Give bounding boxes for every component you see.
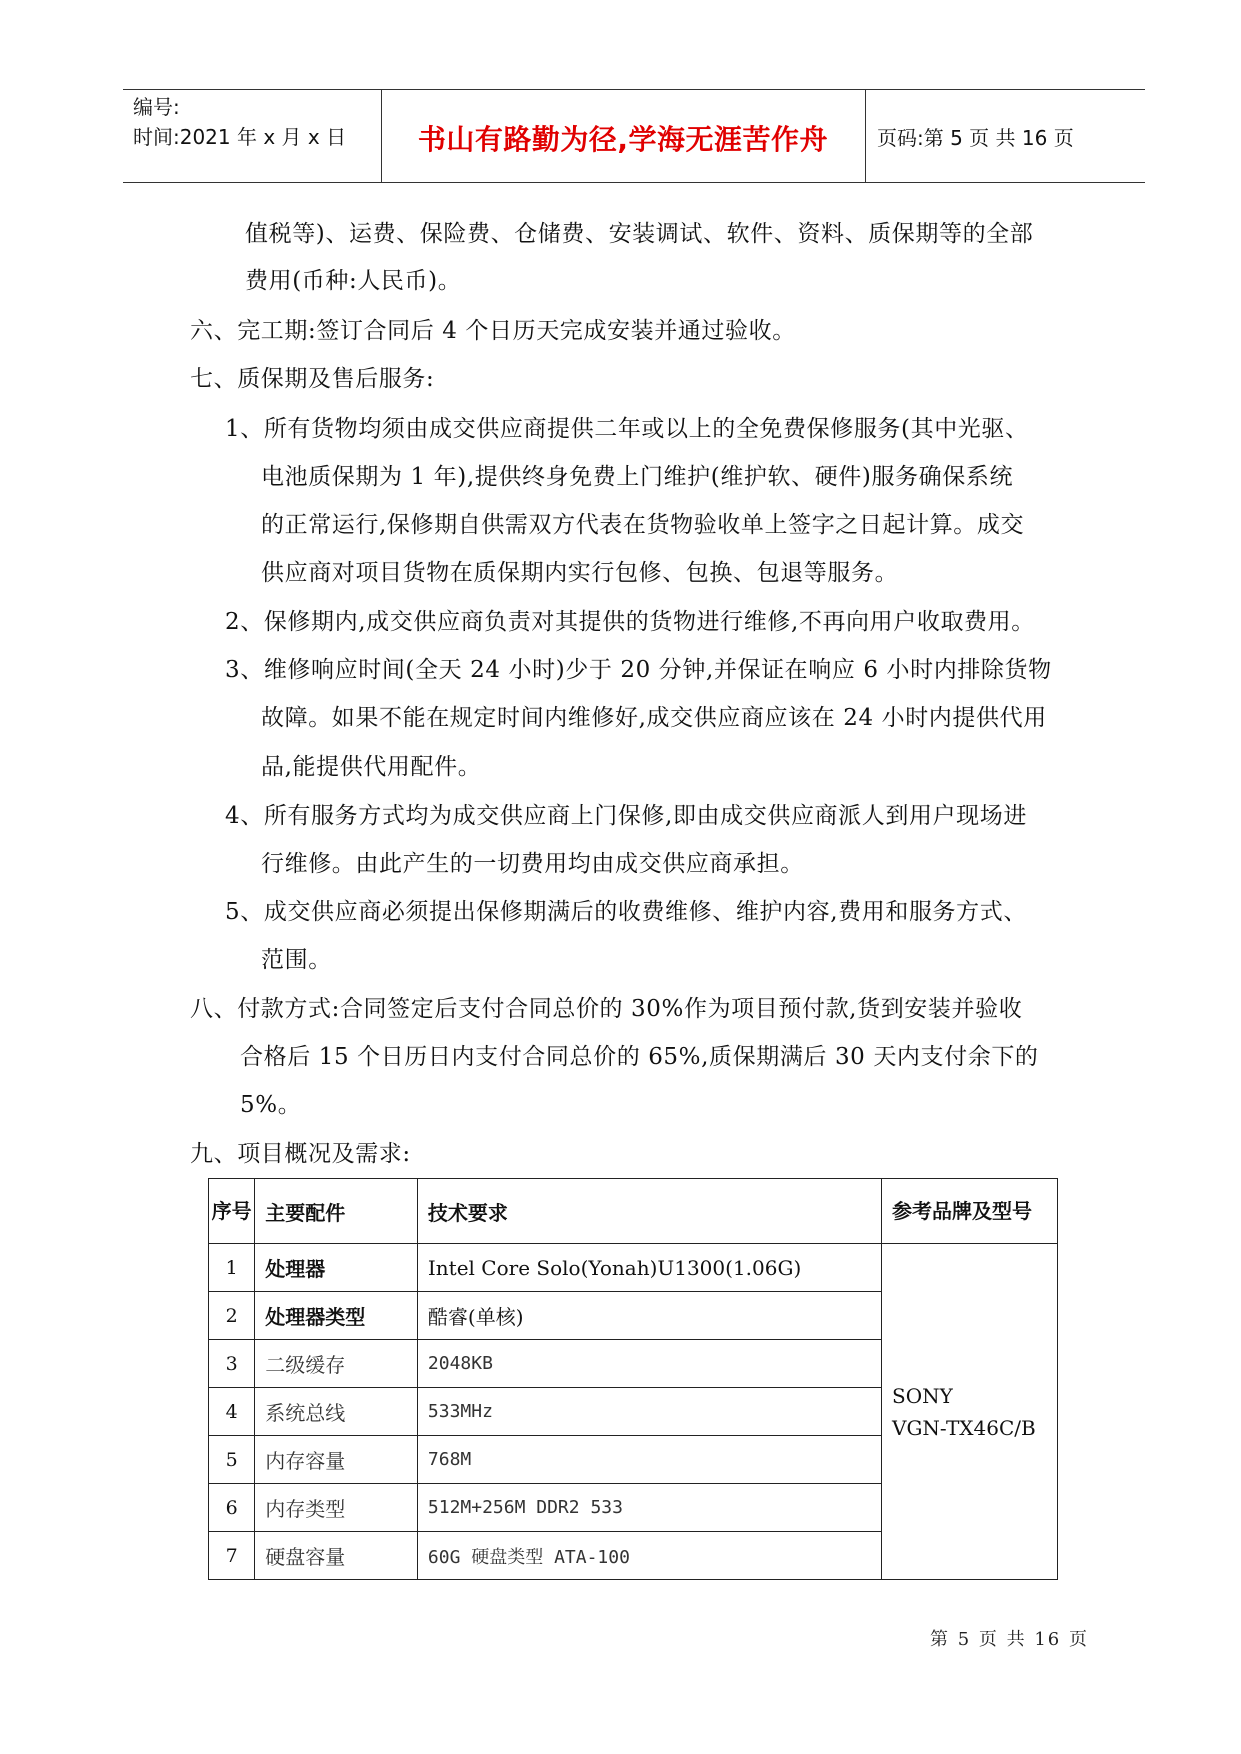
page-footer: 第 5 页 共 16 页 [930,1629,1089,1650]
row-tech: 2048KB [417,1340,881,1388]
row-component: 处理器 [255,1244,418,1292]
row-component: 系统总线 [255,1388,418,1436]
header-divider [865,90,866,182]
header-meta [133,92,346,152]
header-page-info: 页码:第 5 页 共 16 页 [877,126,1074,150]
brand-cell [882,1244,1058,1580]
body-line: 2、保修期内,成交供应商负责对其提供的货物进行维修,不再向用户收取费用。 [225,609,1035,635]
header-seq: 序号 [209,1179,255,1244]
header-tech: 技术要求 [417,1179,881,1244]
header-component: 主要配件 [255,1179,418,1244]
body-line: 故障。如果不能在规定时间内维修好,成交供应商应该在 24 小时内提供代用 [261,705,1047,731]
row-tech: 酷睿(单核) [417,1292,881,1340]
body-line: 5%。 [240,1092,302,1118]
spec-table [208,1178,1058,1580]
body-line: 的正常运行,保修期自供需双方代表在货物验收单上签字之日起计算。成交 [261,512,1025,538]
page-header [123,89,1145,183]
body-line: 供应商对项目货物在质保期内实行包修、包换、包退等服务。 [261,560,899,586]
table-row [209,1244,1058,1292]
row-seq: 2 [209,1292,255,1340]
row-component: 二级缓存 [255,1340,418,1388]
body-line: 值税等)、运费、保险费、仓储费、安装调试、软件、资料、质保期等的全部 [245,221,1034,247]
row-component: 内存容量 [255,1436,418,1484]
body-line: 电池质保期为 1 年),提供终身免费上门维护(维护软、硬件)服务确保系统 [261,464,1014,490]
row-seq: 5 [209,1436,255,1484]
section-heading-project: 九、项目概况及需求: [190,1141,411,1167]
row-seq: 7 [209,1532,255,1580]
body-line: 范围。 [261,947,332,973]
body-line: 4、所有服务方式均为成交供应商上门保修,即由成交供应商派人到用户现场进 [225,803,1027,829]
body-line: 行维修。由此产生的一切费用均由成交供应商承担。 [261,851,804,877]
row-tech: 512M+256M DDR2 533 [417,1484,881,1532]
table-header-row [209,1179,1058,1244]
body-line: 合格后 15 个日历日内支付合同总价的 65%,质保期满后 30 天内支付余下的 [240,1044,1039,1070]
body-line: 5、成交供应商必须提出保修期满后的收费维修、维护内容,费用和服务方式、 [225,899,1027,925]
row-tech: 768M [417,1436,881,1484]
row-tech: 60G 硬盘类型 ATA-100 [417,1532,881,1580]
row-tech: 533MHz [417,1388,881,1436]
row-seq: 6 [209,1484,255,1532]
row-component: 内存类型 [255,1484,418,1532]
header-motto: 书山有路勤为径,学海无涯苦作舟 [417,123,829,156]
body-line: 1、所有货物均须由成交供应商提供二年或以上的全免费保修服务(其中光驱、 [225,416,1029,442]
row-seq: 3 [209,1340,255,1388]
body-line: 3、维修响应时间(全天 24 小时)少于 20 分钟,并保证在响应 6 小时内排除货物 [225,657,1052,683]
row-component: 硬盘容量 [255,1532,418,1580]
brand-model: VGN-TX46C/B [892,1415,1036,1440]
section-heading-warranty: 七、质保期及售后服务: [190,366,435,392]
section-heading-completion: 六、完工期:签订合同后 4 个日历天完成安装并通过验收。 [190,318,796,344]
body-line: 品,能提供代用配件。 [261,754,482,780]
row-seq: 4 [209,1388,255,1436]
body-line: 费用(币种:人民币)。 [245,268,462,294]
document-time-label: 时间:2021 年 x 月 x 日 [133,125,347,149]
section-heading-payment: 八、付款方式:合同签定后支付合同总价的 30%作为项目预付款,货到安装并验收 [190,996,1023,1022]
row-tech: Intel Core Solo(Yonah)U1300(1.06G) [417,1244,881,1292]
header-brand: 参考品牌及型号 [882,1179,1058,1244]
brand-name: SONY [892,1383,953,1408]
document-number-label: 编号: [133,95,180,119]
row-component: 处理器类型 [255,1292,418,1340]
row-seq: 1 [209,1244,255,1292]
